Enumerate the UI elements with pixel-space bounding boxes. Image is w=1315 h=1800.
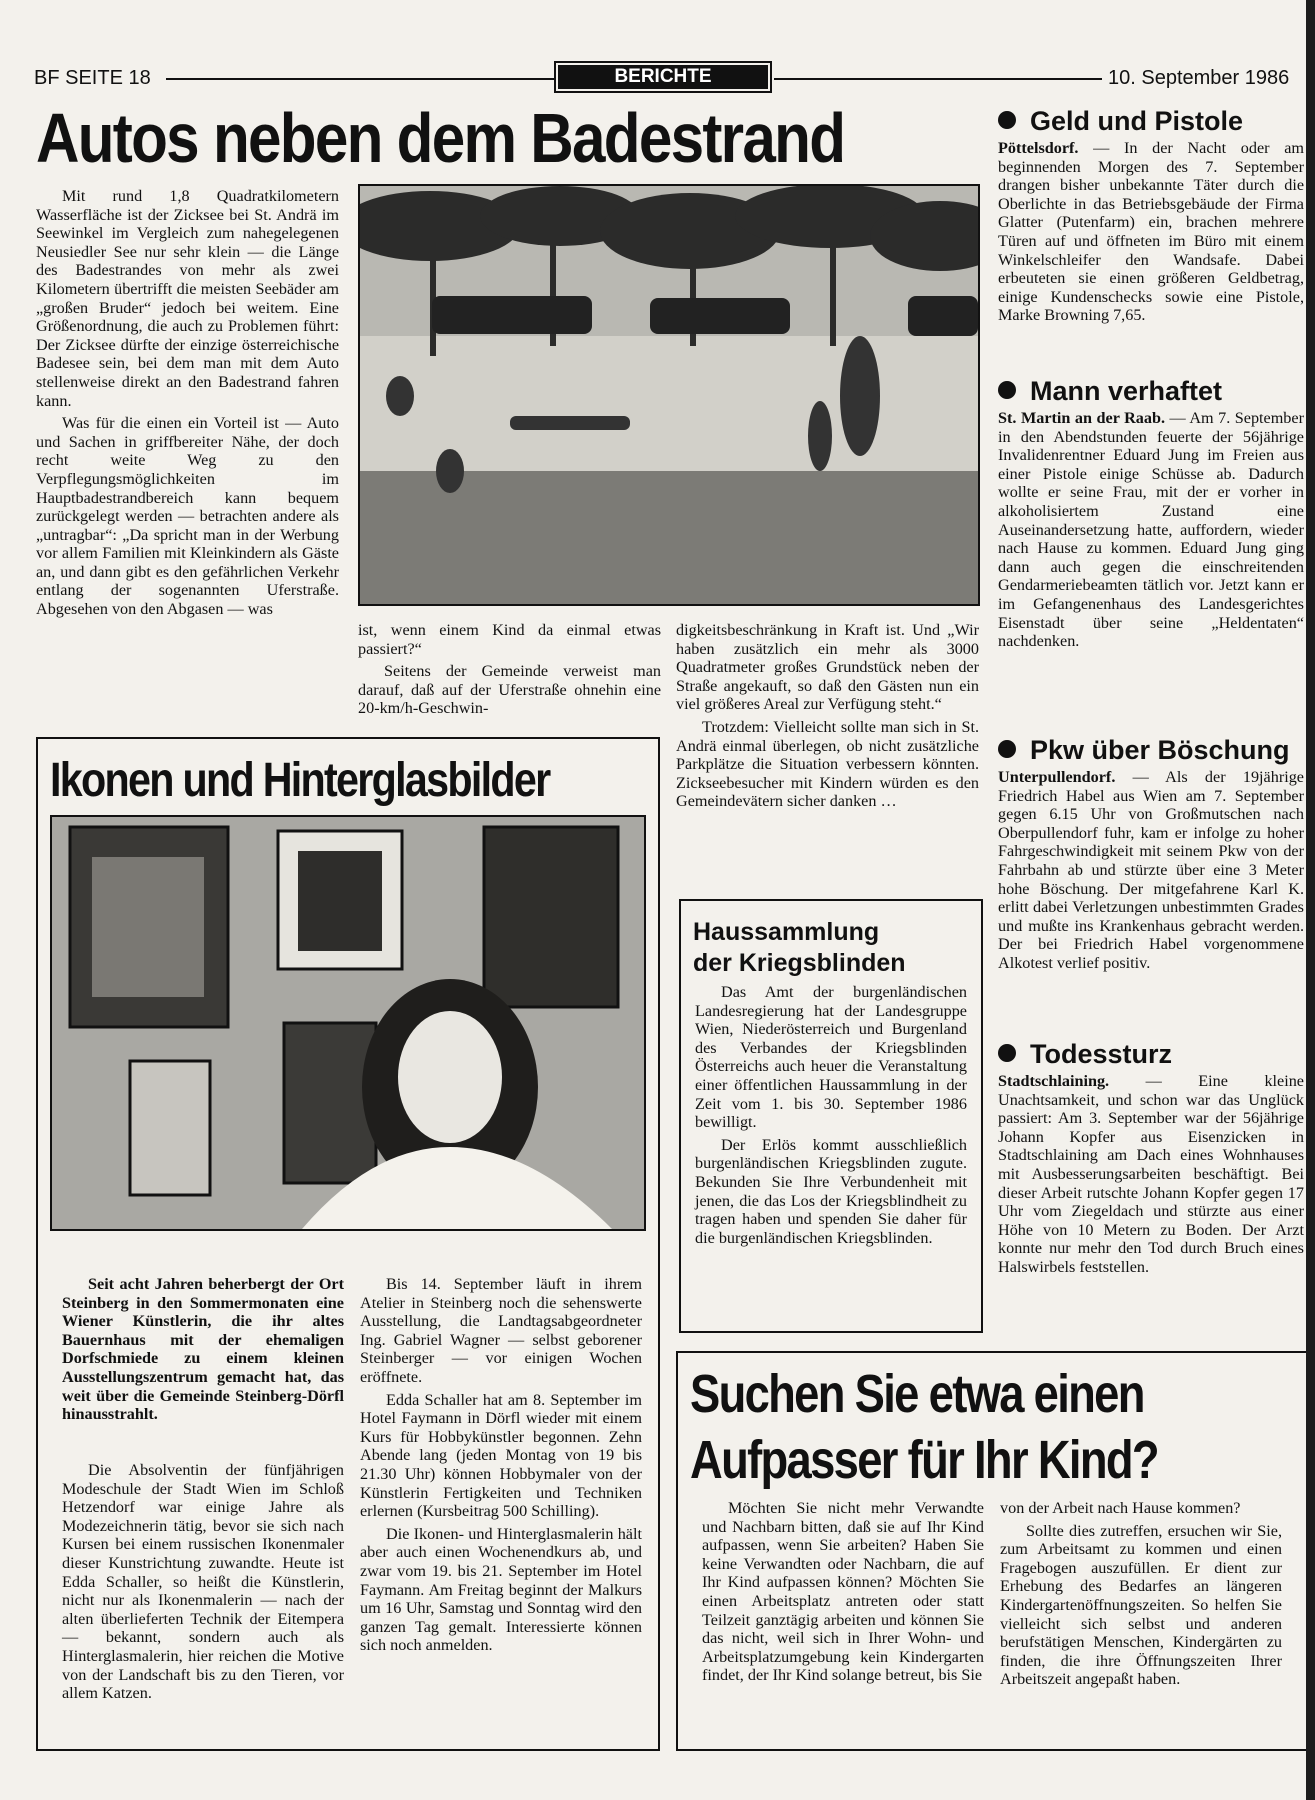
news-text-mann: — Am 7. September in den Abendstunden feuerte der 56jährige Invalidenrentner Eduard Jung im Freien aus einer Pistole einige Schüsse ab. Dadurch wollte er seine Frau, mit der er vorher in alkoholisiertem Zustand eine Auseinandersetzung hatte, auffordern, wieder nach Hause zu kommen. Eduard Jung ging dann auch gegen die einschreitenden Gendarmeriebeamten tätlich vor. Jetzt kann er im Gefangenenhaus des Landesgerichtes Eisenstadt über seine „Heldentaten“ nachdenken. [998, 409, 1304, 651]
news-text-todessturz: — Eine kleine Unachtsamkeit, und schon war das Unglück passiert: Am 3. September war der 56jährige Johann Kopfer aus Eisenzicken in Stadtschlaining am Dach eines Wohnhauses mit Ausbesserungsarbeiten beschäftigt. Bei dieser Arbeit rutschte Johann Kopfer gegen 17 Uhr vom Ziegeldach und stürzte aus einer Höhe von 10 Metern zu Boden. Der Arzt konnte nur mehr den Tod durch Bruch eines Halswirbels feststellen. [998, 1072, 1304, 1276]
aufpasser-col2 [1000, 1499, 1282, 1689]
ikonen-photo [50, 815, 646, 1231]
aufpasser-col1 [702, 1499, 984, 1685]
autos-col2 [358, 621, 661, 718]
news-item-todessturz [998, 1039, 1304, 1277]
ikonen-box [36, 737, 660, 1751]
aufpasser-headline-line2: Aufpasser für Ihr Kind? [690, 1430, 1158, 1490]
bullet-dot-icon [998, 111, 1016, 129]
aufpasser-col2-p1: von der Arbeit nach Hause kommen? [1000, 1499, 1241, 1517]
haussammlung-headline-line1: Haussammlung [693, 918, 880, 946]
section-label-inner: BERICHTE [558, 65, 768, 89]
news-title-todessturz-text: Todessturz [1030, 1039, 1173, 1069]
news-body-mann [998, 409, 1304, 651]
page-edge-shadow [1306, 0, 1315, 1800]
aufpasser-headline-line1: Suchen Sie etwa einen [690, 1364, 1144, 1424]
news-title-mann-text: Mann verhaftet [1030, 376, 1223, 406]
autos-col1 [36, 187, 339, 619]
autos-col3-p1: digkeitsbeschränkung in Kraft ist. Und „Wir haben zusätzlich ein mehr als 3000 Quadratmeter großes Grundstück neben der Straße angekauft, so daß den Gästen nun ein viel größeres Areal zur Verfügung steht.“ [676, 621, 979, 714]
headline-autos: Autos neben dem Badestrand [36, 99, 845, 177]
bullet-dot-icon [998, 381, 1016, 399]
ikonen-lead-p: Seit acht Jahren beherbergt der Ort Steinberg in den Sommermonaten eine Wiener Künstlerin, die ihr altes Bauernhaus mit der ehemaligen Dorfschmiede zu einem kleinen Ausstellungszentrum gemacht hat, das weit über die Gemeinde Steinberg-Dörfl hinausstrahlt. [62, 1275, 344, 1424]
ikonen-col2-p2: Edda Schaller hat am 8. September im Hotel Faymann in Dörfl wieder mit einem Kurs für Hobbykünstler begonnen. Zehn Abende lang (jeden Montag von 19 bis 21.30 Uhr) können Hobbymaler von der Künstlerin Fertigkeiten und Techniken erlernen (Kursbeitrag 500 Schilling). [360, 1390, 642, 1521]
haussammlung-p2: Der Erlös kommt ausschließlich burgenländischen Kriegsblinden zugute. Bekunden Sie Ihre Verbundenheit mit jenen, die das Los der Kriegsblindheit zu tragen haben und spenden Sie daher für die burgenländischen Kriegsblinden. [695, 1135, 967, 1247]
haussammlung-headline [693, 917, 906, 979]
haussammlung-headline-line2: der Kriegsblinden [693, 949, 906, 977]
bullet-dot-icon [998, 740, 1016, 758]
header-rule-right [774, 78, 1102, 80]
news-place-mann: St. Martin an der Raab. [998, 409, 1166, 427]
autos-col2-p1: ist, wenn einem Kind da einmal etwas passiert?“ [358, 621, 661, 658]
ikonen-col1-p1: Die Absolventin der fünfjährigen Modeschule der Stadt Wien im Schloß Hetzendorf war einige Jahre als Modezeichnerin tätig, bevor sie sich nach Kursen bei einem russischen Ikonenmaler dieser Kunstrichtung zuwandte. Heute ist Edda Schaller, so heißt die Künstlerin, nicht nur als Ikonenmalerin — nach der alten überlieferten Technik der Eitempera — bekannt, sondern auch als Hinterglasmalerin, hier reichen die Motive von der Landschaft bis zu den Tieren, vor allem Katzen. [62, 1461, 344, 1703]
news-body-pkw [998, 768, 1304, 973]
autos-col2-p2: Seitens der Gemeinde verweist man darauf, daß auf der Uferstraße ohnehin eine 20-km/h-Geschwin- [358, 662, 661, 718]
news-title-geld [998, 106, 1304, 137]
aufpasser-box [676, 1351, 1308, 1751]
page-label: BF SEITE 18 [34, 67, 151, 89]
autos-col1-p1: Mit rund 1,8 Quadratkilometern Wasserfläche ist der Zicksee bei St. Andrä im Seewinkel im Vergleich zum nahegelegenen Neusiedler See nur sehr klein — die Länge des Badestrandes von mehr als zwei Kilometern übertrifft die meisten Seebäder am „großen Bruder“ jedoch bei weitem. Eine Größenordnung, die auch zu Problemen führt: Der Zicksee dürfte der einzige österreichische Badesee sein, bei dem man mit dem Auto stellenweise direkt an den Badestrand fahren kann. [36, 187, 339, 410]
news-item-mann [998, 376, 1304, 735]
news-title-pkw [998, 735, 1304, 766]
aufpasser-col2-p2: Sollte dies zutreffen, ersuchen wir Sie, zum Arbeitsamt zu kommen und einen Fragebogen auszufüllen. Er dient zur Erhebung des Bedarfes an längeren Kindergartenöffnungszeiten. So helfen Sie vielleicht sich selbst und anderen berufstätigen Menschen, Kindergärten zu finden, die ihre Öffnungszeiten Ihrer Arbeitszeit angepaßt haben. [1000, 1521, 1282, 1689]
news-body-geld [998, 139, 1304, 325]
autos-col3-p2: Trotzdem: Vielleicht sollte man sich in St. Andrä einmal überlegen, ob nicht zusätzliche Parkplätze die Situation verbessern könnten. Zickseebesucher mit Kindern würden es den Gemeindevätern sicher danken … [676, 717, 979, 811]
news-body-todessturz [998, 1072, 1304, 1277]
ikonen-photo-image [52, 817, 644, 1229]
haussammlung-text [695, 983, 967, 1247]
news-text-pkw: — Als der 19jährige Friedrich Habel aus Wien am 7. September gegen 6.15 Uhr von Großmutschen nach Oberpullendorf fuhr, kam er infolge zu hoher Fahrgeschwindigkeit mit seinem Pkw von der Fahrbahn ab und stürzte über eine 3 Meter hohe Böschung. Der mitgefahrene Karl K. erlitt dabei Verletzungen unbestimmten Grades und mußte ins Krankenhaus gebracht werden. Der bei Friedrich Habel vorgenommene Alkotest verlief positiv. [998, 768, 1304, 972]
date: 10. September 1986 [1108, 67, 1290, 89]
aufpasser-headline [690, 1361, 1158, 1493]
news-place-todessturz: Stadtschlaining. [998, 1072, 1110, 1090]
ikonen-col1 [62, 1461, 344, 1703]
ikonen-col2-p3: Die Ikonen- und Hinterglasmalerin hält aber auch einen Wochenendkurs ab, und zwar vom 19. bis 21. September im Hotel Faymann. Am Freitag beginnt der Malkurs um 16 Uhr, Samstag und Sonntag wird den ganzen Tag gemalt. Interessierte können sich noch anmelden. [360, 1524, 642, 1655]
news-column [998, 106, 1304, 1277]
haussammlung-box [679, 899, 983, 1333]
autos-col1-p2: Was für die einen ein Vorteil ist — Auto und Sachen in griffbereiter Nähe, der doch recht weite Weg zu den Verpflegungsmöglichkeiten im Hauptbadestrandbereich kann bequem zurückgelegt werden — betrachten andere als „untragbar“: „Da spricht man in der Werbung vor allem Familien mit Kleinkindern als Gäste an, und dann gibt es den gefährlichen Verkehr entlang der sogenannten Uferstraße. Abgesehen von den Abgasen — was [36, 414, 339, 619]
news-title-mann [998, 376, 1304, 407]
section-label [554, 61, 772, 93]
news-title-todessturz [998, 1039, 1304, 1070]
haussammlung-p1: Das Amt der burgenländischen Landesregierung hat der Landesgruppe Wien, Niederösterreich und Burgenland des Verbandes der Kriegsblinden Österreichs auch heuer die Veranstaltung einer öffentlichen Haussammlung in der Zeit vom 1. bis 30. September 1986 bewilligt. [695, 983, 967, 1132]
news-text-geld: — In der Nacht oder am beginnenden Morgen des 7. September drangen bisher unbekannte Täter durch die Oberlichte in das Betriebsgebäude der Firma Glatter (Putenfarm) ein, brachen mehrere Türen auf und öffneten im Büro mit einem Winkelschleifer den Wandsafe. Dabei erbeuteten sie einen größeren Geldbetrag, einige Kundenschecks sowie eine Pistole, Marke Browning 7,65. [998, 139, 1304, 325]
news-item-pkw [998, 735, 1304, 1039]
news-place-geld: Pöttelsdorf. [998, 139, 1079, 157]
ikonen-col2-p1: Bis 14. September läuft in ihrem Atelier in Steinberg noch die sehenswerte Ausstellung, die Landtagsabgeordneter Ing. Gabriel Wagner — selbst geborener Steinberger — vor einigen Wochen eröffnete. [360, 1275, 642, 1386]
beach-photo [358, 184, 980, 606]
aufpasser-col1-p1: Möchten Sie nicht mehr Verwandte und Nachbarn bitten, daß sie auf Ihr Kind aufpassen, wenn Sie arbeiten? Haben Sie keine Verwandten oder Nachbarn, die auf Ihr Kind aufpassen können? Möchten Sie einen Arbeitsplatz antreten oder statt Teilzeit ganztägig arbeiten und können Sie das nicht, weil sich in Ihrer Wohn- und Arbeitsplatzumgebung kein Kindergarten findet, der Ihr Kind solange betreut, bis Sie [702, 1499, 984, 1685]
news-item-geld [998, 106, 1304, 376]
news-title-geld-text: Geld und Pistole [1030, 106, 1244, 136]
ikonen-col2 [360, 1275, 642, 1655]
autos-col3 [676, 621, 979, 811]
headline-ikonen: Ikonen und Hinterglasbilder [50, 754, 550, 807]
news-title-pkw-text: Pkw über Böschung [1030, 735, 1290, 765]
header-rule-left [166, 78, 554, 80]
ikonen-lead [62, 1275, 344, 1424]
bullet-dot-icon [998, 1044, 1016, 1062]
beach-photo-image [360, 186, 978, 604]
news-place-pkw: Unterpullendorf. [998, 768, 1116, 786]
